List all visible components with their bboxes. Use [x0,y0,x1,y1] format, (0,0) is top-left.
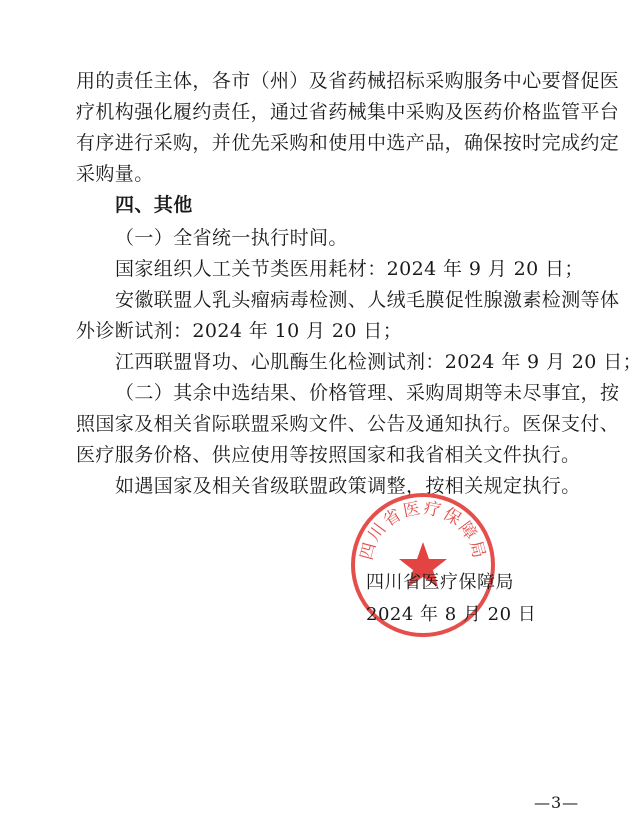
closing-line: 如遇国家及相关省级联盟政策调整，按相关规定执行。 [115,475,581,497]
item-line-4: 江西联盟肾功、心肌酶生化检测试剂：2024 年 9 月 20 日； [115,351,642,373]
paragraph-line-1: 用的责任主体，各市（州）及省药械招标采购服务中心要督促医 [76,70,620,92]
page-number: —3— [534,793,580,812]
item-line-1: 国家组织人工关节类医用耗材：2024 年 9 月 20 日； [115,258,584,280]
paragraph-line-3: 有序进行采购，并优先采购和使用中选产品，确保按时完成约定 [76,132,620,154]
subsection-2-line-1: （二）其余中选结果、价格管理、采购周期等未尽事宜，按 [115,382,620,404]
paragraph-line-4: 采购量。 [76,163,154,185]
subsection-2-line-3: 医疗服务价格、供应使用等按照国家和我省相关文件执行。 [76,444,581,466]
section-heading: 四、其他 [115,194,193,216]
issuer-name: 四川省医疗保障局 [366,572,514,593]
subsection-1: （一）全省统一执行时间。 [115,227,348,249]
subsection-2-line-2: 照国家及相关省际联盟采购文件、公告及通知执行。医保支付、 [76,413,620,435]
seal-text: 四川省医疗保障局 [356,498,490,563]
item-line-2: 安徽联盟人乳头瘤病毒检测、人绒毛膜促性腺激素检测等体 [115,289,620,311]
issue-date: 2024 年 8 月 20 日 [366,604,537,625]
paragraph-line-2: 疗机构强化履约责任，通过省药械集中采购及医药价格监管平台 [76,101,620,123]
item-line-3: 外诊断试剂：2024 年 10 月 20 日； [76,320,403,342]
